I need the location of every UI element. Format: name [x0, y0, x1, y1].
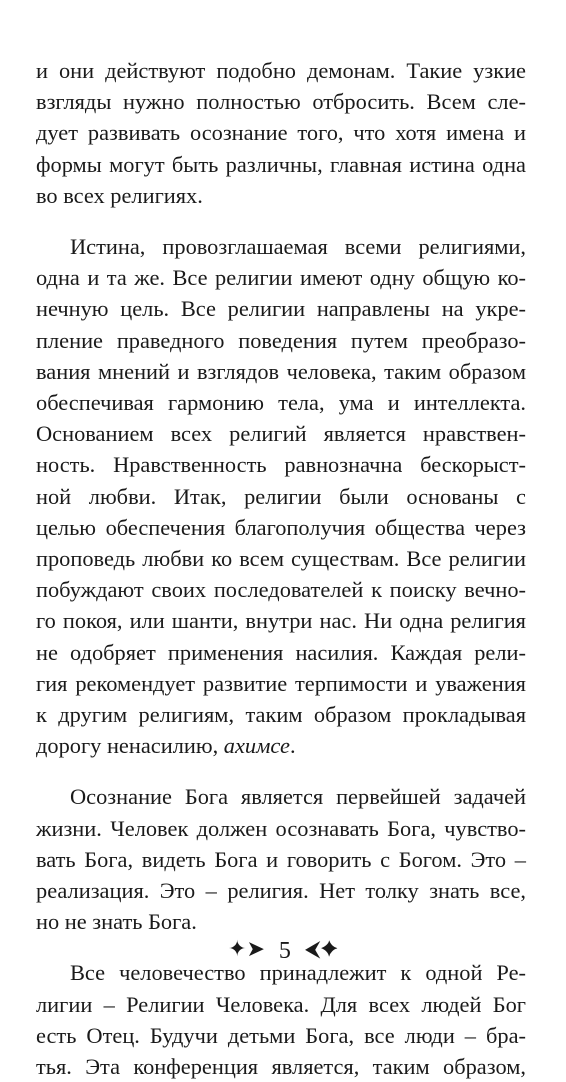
italic-term: ахимсе [223, 733, 290, 759]
paragraph-3 [36, 781, 526, 937]
paragraph-gap [36, 211, 526, 231]
text-line: лигии – Религии Человека. Для всех людей Бог [36, 991, 526, 1017]
text-line: во всех религиях. [36, 182, 203, 208]
ornament-right-icon: ⮜✦ [304, 936, 338, 961]
text-line: не одобряет применения насилия. Каждая рели- [36, 639, 526, 665]
paragraph-gap [36, 761, 526, 781]
text-line: и они действуют подобно демонам. Такие узкие [36, 58, 526, 83]
text-line: проповедь любви ко всем существам. Все религии [36, 546, 526, 572]
text-line: к другим религиям, таким образом прокладывая [36, 702, 526, 728]
text-line: обеспечивая гармонию тела, ума и интеллекта. [36, 390, 526, 416]
text-segment: дорогу ненасилию, [36, 733, 224, 759]
text-line: ной любви. Итак, религии были основаны с [36, 483, 526, 509]
text-line: Все человечество принадлежит к одной Ре- [70, 960, 526, 986]
text-line [36, 730, 526, 761]
text-line: ность. Нравственность равнозначна бескорыст- [36, 452, 526, 478]
text-line: Истина, провозглашаемая всеми религиями, [70, 234, 526, 260]
text-line: реализация. Это – религия. Нет толку знать все, [36, 878, 526, 904]
text-line: Осознание Бога является первейшей задачей [70, 784, 526, 810]
paragraph-1 [36, 55, 526, 211]
text-line: Основанием всех религий является нравствен- [36, 421, 526, 447]
text-line: го покоя, или шанти, внутри нас. Ни одна религия [36, 608, 526, 634]
page-number: 5 [278, 938, 291, 964]
text-line: вать Бога, видеть Бога и говорить с Богом. Это – [36, 846, 526, 872]
text-segment: . [290, 733, 296, 759]
text-line: побуждают своих последователей к поиску вечно- [36, 577, 526, 603]
text-line: дует развивать осознание того, что хотя имена и [36, 120, 526, 146]
text-line: нечную цель. Все религии направлены на укре- [36, 296, 526, 322]
text-line: но не знать Бога. [36, 909, 197, 935]
text-line: одна и та же. Все религии имеют одну общую ко- [36, 265, 526, 291]
text-line: целью обеспечения благополучия общества через [36, 514, 526, 540]
ornament-left-icon: ✦➤ [228, 936, 265, 961]
text-line: формы могут быть различны, главная истина одна [36, 151, 526, 177]
text-line: есть Отец. Будучи детьми Бога, все люди – бра- [36, 1022, 526, 1048]
text-line: тья. Эта конференция является, таким образом, [36, 1054, 526, 1080]
page-footer [0, 936, 566, 965]
text-line: гия рекомендует развитие терпимости и уважения [36, 670, 526, 696]
text-line: вания мнений и взглядов человека, таким образом [36, 358, 526, 384]
paragraph-2 [36, 231, 526, 761]
text-line: взгляды нужно полностью отбросить. Всем сле- [36, 89, 526, 115]
paragraph-4 [36, 957, 526, 1082]
text-line: пление праведного поведения путем преобразо- [36, 327, 526, 353]
text-line: жизни. Человек должен осознавать Бога, чувство- [36, 815, 526, 841]
